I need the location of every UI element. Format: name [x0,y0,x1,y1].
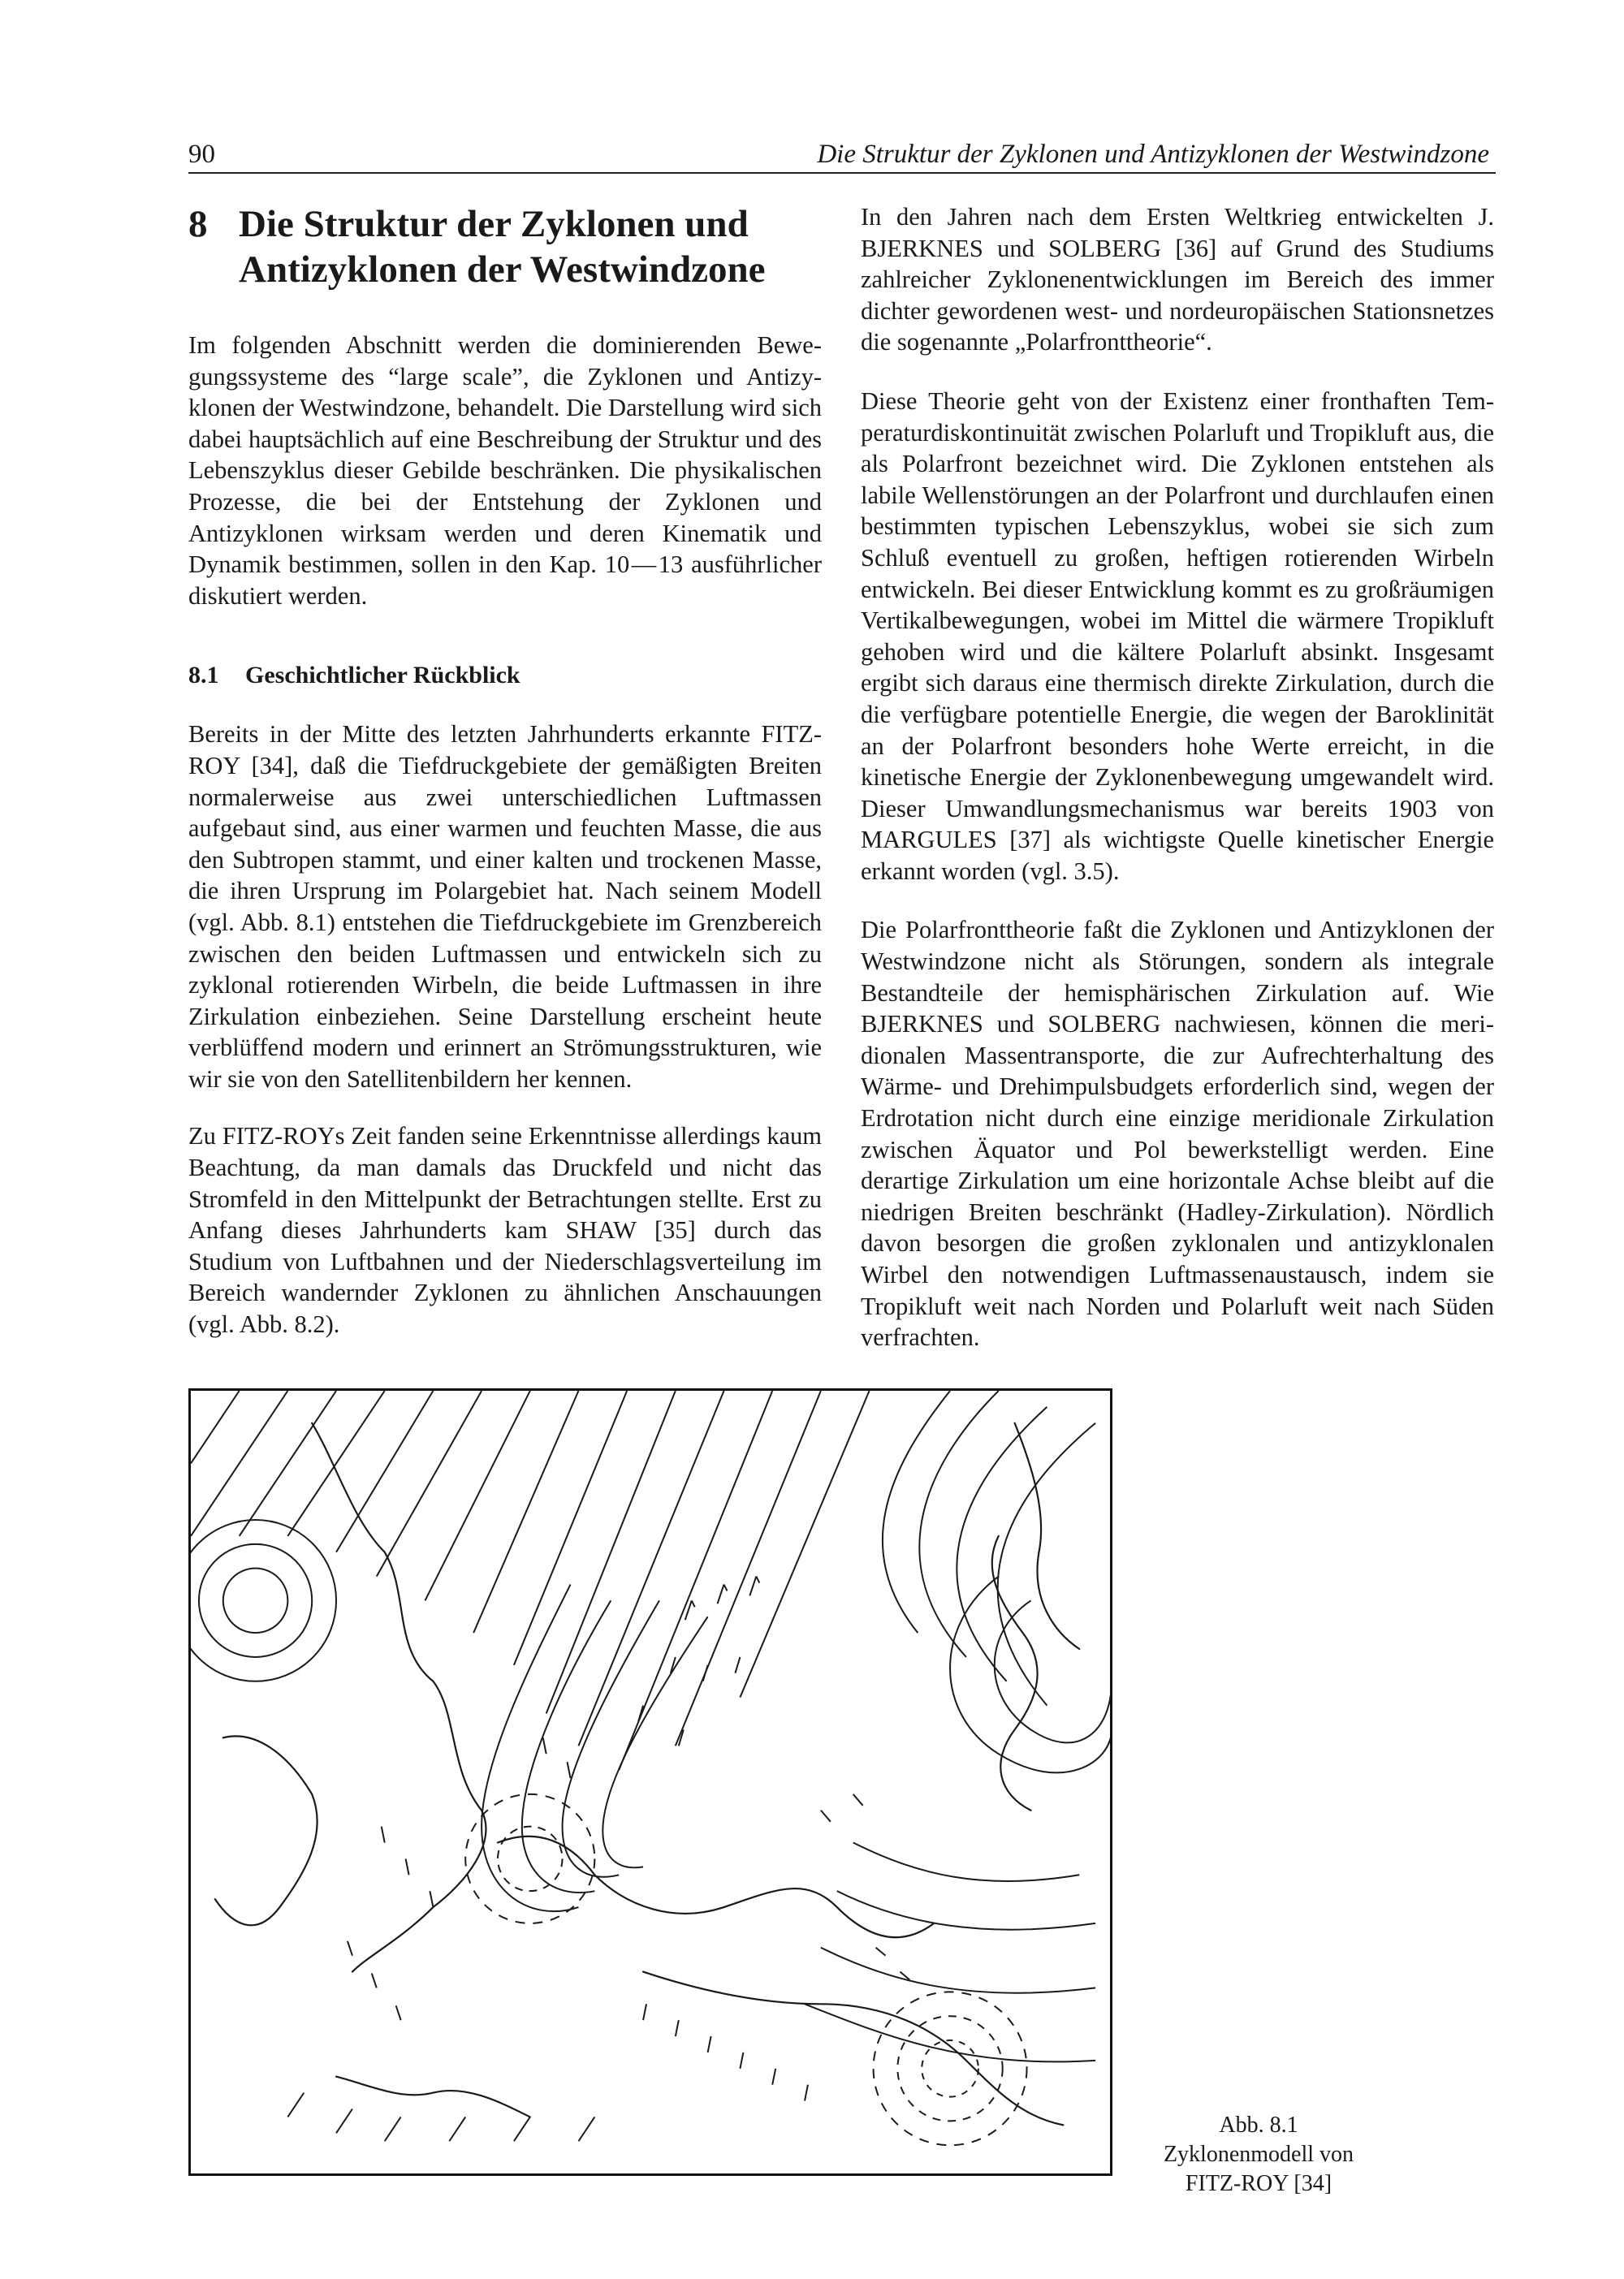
page-number: 90 [188,140,215,169]
section-heading [188,660,822,691]
chapter-title-line-1: Die Struktur der Zyklonen und [239,203,749,245]
running-header [188,138,1496,174]
wind-arrows [287,1577,909,2142]
coastline-icon [1015,1423,1080,1649]
intro-paragraph: Im folgenden Abschnitt werden die dominierenden Bewegungssysteme des “large scale”, die Zyklonen und Antizyklonen der Westwindzone, behandelt. Die Darstellung wird sich dabei hauptsächlich auf eine Beschreibung der Struktur und des Lebenszyklus dieser Gebilde beschränken. Die physikalischen Prozesse, die bei der Entstehung der Zyklonen und Antizyklonen wirksam werden und deren Kinematik und Dynamik bestimmen, sollen in den Kap. 10 — 13 ausführlicher diskutiert werden. [188,331,822,610]
chapter-title-line-2: Antizyklonen der Westwindzone [239,248,766,291]
vortex-rings [191,1520,1110,2145]
left-paragraph-1: Bereits in der Mitte des letzten Jahrhunderts erkannte FITZ-ROY [34], daß die Tiefdruckgebiete der gemäßigten Breiten normalerweise aus zwei unterschiedlichen Luftmassen aufgebaut sind, aus einer warmen und feuchten Masse, die aus den Subtropen stammt, und einer kalten und trockenen Masse, die ihren Ursprung im Polargebiet hat. Nach seinem Modell (vgl. Abb. 8.1) entstehen die Tiefdruckgebiete im Grenzbereich zwischen den beiden Luftmassen und entwickeln sich zu zyklonal rotierenden Wirbeln, die beide Luftmassen in ihre Zirkulation einbeziehen. Seine Darstellung erscheint heute verblüffend modern und erinnert an Strömungsstrukturen, wie wir sie von den Satellitenbildern her kennen. [188,720,822,1093]
section-title-text: Geschichtlicher Rückblick [245,662,520,689]
streamline-map [191,1391,1110,2173]
caption-label: Abb. 8.1 [1219,2113,1298,2138]
figure-caption [1121,2111,1397,2199]
chapter-title-text [239,201,766,292]
cyclone-model-figure [188,1388,1112,2176]
streamlines [191,1391,1095,2061]
right-paragraph-1: In den Jahren nach dem Ersten Weltkrieg entwickelten J. BJERKNES und SOLBERG [36] auf Grund des Studiums zahlreicher Zyklonenentwicklungen im Bereich des immer dichter gewordenen west- und nordeuropäischen Stationsnetzes die sogenannte „Polarfronttheorie“. [861,203,1494,356]
coastline-icon [498,1837,934,1938]
right-paragraph-3: Die Polarfronttheorie faßt die Zyklonen und Antizyklonen der Westwindzone nicht als Störungen, sondern als integrale Bestandteile der hemisphärischen Zirkulation auf. Wie BJERKNES und SOLBERG nachwiesen, können die meridionalen Massentransporte, die zur Aufrechterhaltung des Wärme- und Drehimpulsbudgets erforderlich sind, wegen der Erdrotation nicht durch eine einzige meridionale Zirkulation zwischen Äquator und Pol bewerkstelligt werden. Eine derartige Zirkulation um eine horizontale Achse bleibt auf die niedrigen Breiten beschränkt (Hadley-Zirkulation). Nördlich davon besorgen die großen zyklonalen und antizyklonalen Wirbel den notwendigen Luftmassenaustausch, indem sie Tropikluft weit nach Norden und Polarluft weit nach Süden verfrachten. [861,916,1494,1352]
caption-credit: FITZ-ROY [34] [1185,2171,1332,2196]
coastline-icon [643,1972,1063,2126]
coastline-icon [215,1736,317,1925]
chapter-number: 8 [188,203,208,245]
coastline-icon [336,2077,530,2117]
coastline-icon [312,1423,486,1972]
left-column [188,201,822,1366]
left-paragraph-2: Zu FITZ-ROYs Zeit fanden seine Erkenntnisse allerdings kaum Beachtung, da man damals das Druckfeld und nicht das Stromfeld in den Mittelpunkt der Betrachtungen stellte. Erst zu Anfang dieses Jahrhunderts kam SHAW [35] durch das Studium von Luftbahnen und der Niederschlagsverteilung im Bereich wandernder Zyklonen zu ähnlichen Anschauungen (vgl. Abb. 8.2). [188,1122,822,1339]
running-title: Die Struktur der Zyklonen und Antizyklonen der Westwindzone [817,140,1489,169]
section-number: 8.1 [188,662,219,689]
caption-title: Zyklonenmodell von [1163,2142,1354,2167]
chapter-heading [188,201,822,292]
right-column [861,201,1494,1381]
right-paragraph-2: Diese Theorie geht von der Existenz einer fronthaften Temperaturdiskontinuität zwischen Polarluft und Tropikluft aus, die als Polarfront bezeichnet wird. Die Zyklonen entstehen als labile Wellenstörungen an der Polarfront und durchlaufen einen bestimmten typischen Lebenszyklus, wobei sie sich zum Schluß eventuell zu großen, heftigen rotierenden Wirbeln entwickeln. Bei dieser Entwicklung kommt es zu großräumigen Vertikalbewegungen, wobei im Mittel die wärmere Tropikluft gehoben wird und die kältere Polarluft absinkt. Insgesamt ergibt sich daraus eine thermisch direkte Zirkulation, durch die die verfügbare potentielle Energie, die wegen der Baroklinität an der Polarfront besonders hohe Werte erreicht, in die kinetische Energie der Zyklonenbewegung umgewandelt wird. Dieser Umwandlungsmechanismus war bereits 1903 von MARGULES [37] als wichtigste Quelle kinetischer Energie erkannt worden (vgl. 3.5). [861,386,1494,885]
